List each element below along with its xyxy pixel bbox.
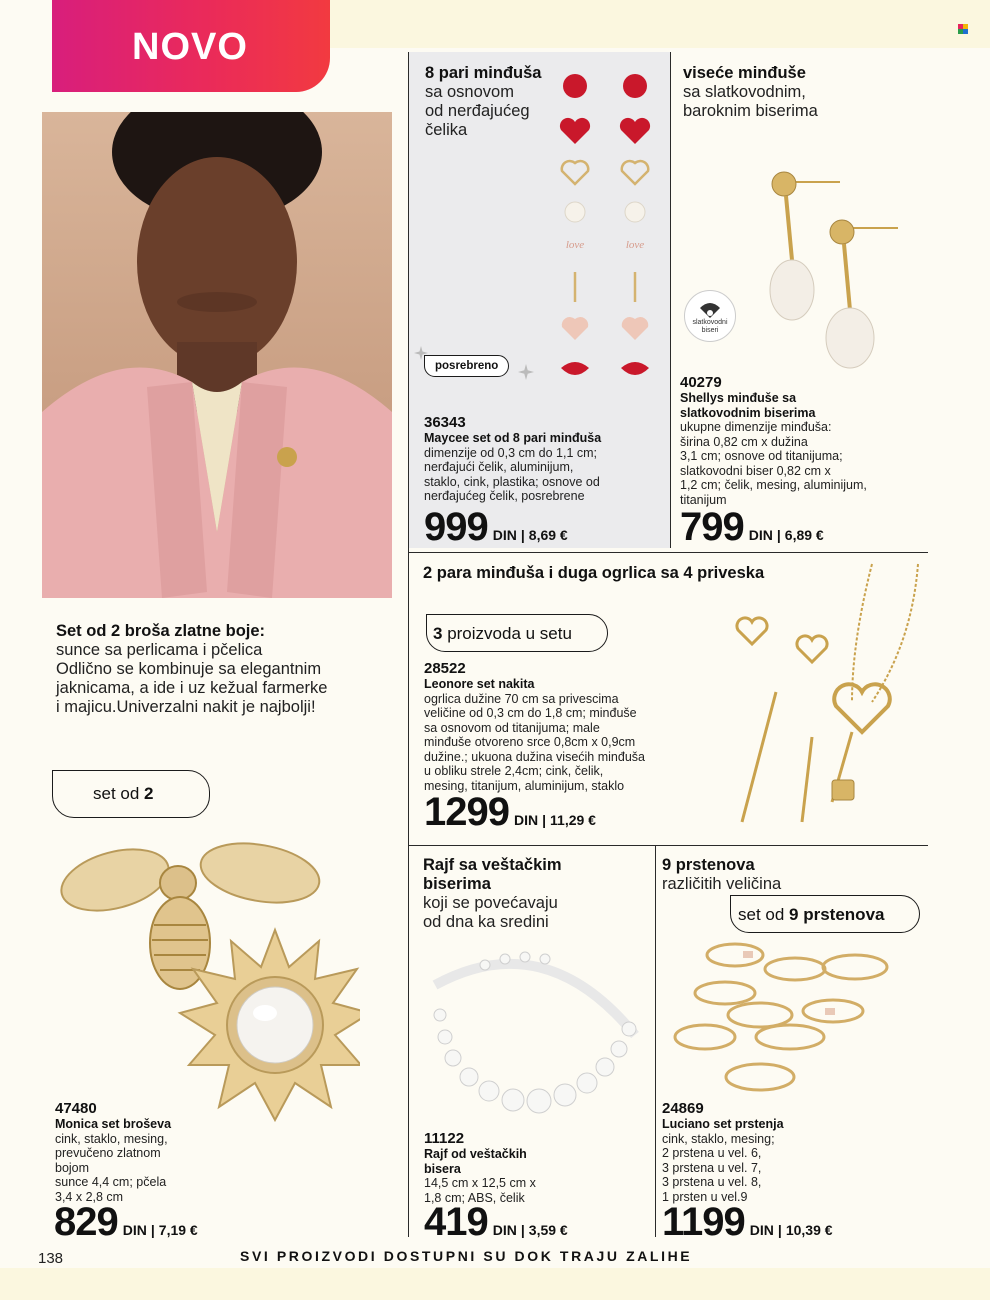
necklace-set-tag <box>426 614 608 652</box>
necklace-details <box>424 660 684 793</box>
novo-badge <box>52 0 330 92</box>
earrings8-title: 8 pari minđuša <box>425 64 542 82</box>
pearl-subtitle: sa slatkovodnim, <box>683 83 806 101</box>
price-currency: DIN <box>492 527 517 543</box>
rings-image <box>665 935 895 1105</box>
sparkle-icon <box>414 346 428 360</box>
rings-code: 24869 <box>662 1100 704 1117</box>
earrings8-subtitle: od nerđajućeg <box>425 102 530 120</box>
pearl-earrings-image <box>750 160 910 370</box>
earrings8-spec: nerđajući čelik, aluminijum, <box>424 460 574 474</box>
brooch-image <box>60 825 360 1125</box>
headband-heading <box>423 856 653 932</box>
rings-heading <box>662 856 922 894</box>
earrings8-name: Maycee set od 8 pari minđuša <box>424 431 602 445</box>
price-value: 419 <box>424 1200 488 1244</box>
rings-details <box>662 1100 902 1204</box>
rings-spec: cink, staklo, mesing; <box>662 1131 775 1146</box>
brooch-set-tag <box>52 770 210 818</box>
earrings8-spec: nerđajućeg čelik, posrebrene <box>424 489 585 503</box>
rings-spec: 3 prstena u vel. 8, <box>662 1175 762 1189</box>
necklace-code: 28522 <box>424 660 466 677</box>
price-separator: | <box>777 1222 782 1238</box>
price-currency: DIN <box>122 1222 147 1238</box>
pearl-spec: 1,2 cm; čelik, mesing, aluminijum, <box>680 478 867 492</box>
headband-details <box>424 1130 644 1205</box>
divider-left <box>408 52 409 1237</box>
earrings8-details <box>424 414 664 504</box>
rings-set-tag <box>730 895 920 933</box>
model-photo <box>42 112 392 598</box>
brooch-spec: prevučeno zlatnom <box>55 1146 161 1160</box>
tag-count: 2 <box>144 784 154 803</box>
earrings8-price <box>424 505 568 550</box>
price-eur: 6,89 € <box>784 527 824 543</box>
price-eur: 11,29 € <box>550 812 596 828</box>
headband-code: 11122 <box>424 1130 465 1147</box>
novo-label: NOVO <box>132 26 248 68</box>
necklace-spec: minđuše otvoreno srce 0,8cm x 0,9cm <box>424 735 636 749</box>
brooch-text <box>56 622 401 717</box>
divider-row1 <box>408 552 928 553</box>
price-currency: DIN <box>492 1222 517 1238</box>
badge-line: slatkovodni <box>692 319 728 326</box>
tag-prefix: set od <box>93 784 145 803</box>
brooch-spec: bojom <box>55 1160 90 1175</box>
headband-image <box>425 945 650 1120</box>
price-eur: 10,39 € <box>785 1222 833 1238</box>
pearl-name: Shellys minđuše sa <box>680 391 797 405</box>
footer-band <box>0 1268 990 1300</box>
tag-count: 3 <box>433 624 443 643</box>
price-value: 829 <box>54 1200 118 1244</box>
headband-spec: 14,5 cm x 12,5 cm x <box>424 1176 536 1190</box>
headband-name: Rajf od veštačkih <box>424 1147 527 1161</box>
rings-title: 9 prstenova <box>662 856 755 874</box>
rings-spec: 2 prstena u vel. 6, <box>662 1146 762 1160</box>
price-value: 999 <box>424 505 488 549</box>
earrings8-subtitle: čelika <box>425 121 468 139</box>
tag-suffix: proizvoda u setu <box>442 624 572 643</box>
necklace-spec: ogrlica dužine 70 cm sa privescima <box>424 691 619 706</box>
pearl-spec: titanijum <box>680 492 727 507</box>
pearl-spec: slatkovodni biser 0,82 cm x <box>680 463 831 478</box>
necklace-spec: u obliku strele 2,4cm; cink, čelik, <box>424 764 604 778</box>
price-value: 1199 <box>662 1200 745 1244</box>
pearl-price <box>680 505 824 550</box>
earrings8-spec: dimenzije od 0,3 cm do 1,1 cm; <box>424 445 597 460</box>
posrebreno-label: posrebreno <box>435 360 499 372</box>
svg-text:love: love <box>565 239 585 251</box>
necklace-spec: mesing, titanijum, aluminijum, staklo <box>424 778 625 793</box>
header-band <box>330 0 990 48</box>
tag-prefix: set od <box>738 905 790 924</box>
pearl-spec: širina 0,82 cm x dužina <box>680 434 808 449</box>
brooch-desc-line: i majicu.Univerzalni nakit je najbolji! <box>56 698 316 716</box>
brooch-price <box>54 1200 198 1245</box>
earrings8-heading <box>425 64 555 140</box>
price-separator: | <box>776 527 781 543</box>
price-currency: DIN <box>513 812 539 828</box>
earrings8-image <box>545 62 665 392</box>
headband-title: biserima <box>423 875 491 893</box>
price-value: 1299 <box>424 790 509 834</box>
divider-row2 <box>408 845 928 846</box>
page-number: 138 <box>38 1250 64 1267</box>
brooch-spec: cink, staklo, mesing, <box>55 1131 168 1146</box>
footer-notice: SVI PROIZVODI DOSTUPNI SU DOK TRAJU ZALIHE <box>240 1248 693 1264</box>
pearl-title: viseće minđuše <box>683 64 806 82</box>
necklace-spec: dužine.; ukuona dužina visećih minđuša <box>424 749 645 764</box>
rings-name: Luciano set prstenja <box>662 1117 784 1131</box>
headband-subtitle: od dna ka sredini <box>423 913 549 931</box>
brooch-name: Monica set broševa <box>55 1117 172 1131</box>
posrebreno-badge <box>424 355 509 377</box>
price-eur: 3,59 € <box>528 1222 568 1238</box>
freshwater-pearl-badge <box>684 290 736 342</box>
headband-spec: 1,8 cm; ABS, čelik <box>424 1190 525 1205</box>
tag-count: 9 prstenova <box>789 905 885 924</box>
price-value: 799 <box>680 505 744 549</box>
pearl-spec: 3,1 cm; osnove od titanijuma; <box>680 449 843 463</box>
necklace-price <box>424 790 596 835</box>
divider-bottom-mid <box>655 845 656 1237</box>
rings-spec: 1 prsten u vel.9 <box>662 1189 748 1204</box>
pearl-subtitle: baroknim biserima <box>683 102 818 120</box>
rings-spec: 3 prstena u vel. 7, <box>662 1160 762 1175</box>
earrings8-subtitle: sa osnovom <box>425 83 514 101</box>
sparkle-icon <box>518 364 534 380</box>
headband-name: bisera <box>424 1161 461 1176</box>
brooch-details <box>55 1100 255 1204</box>
earrings8-spec: staklo, cink, plastika; osnove od <box>424 474 600 489</box>
price-separator: | <box>520 1222 525 1238</box>
price-currency: DIN <box>749 1222 774 1238</box>
price-currency: DIN <box>748 527 773 543</box>
price-separator: | <box>150 1222 155 1238</box>
brand-mark-icon <box>958 24 968 34</box>
pearl-code: 40279 <box>680 374 722 391</box>
brooch-spec: sunce 4,4 cm; pčela <box>55 1175 167 1189</box>
pearl-name: slatkovodnim biserima <box>680 405 816 420</box>
price-eur: 8,69 € <box>528 527 568 543</box>
pearl-spec: ukupne dimenzije minđuša: <box>680 420 832 434</box>
rings-price <box>662 1200 833 1245</box>
headband-price <box>424 1200 568 1245</box>
necklace-set-image <box>722 562 928 838</box>
shell-icon <box>699 301 721 319</box>
necklace-spec: sa osnovom od titanijuma; male <box>424 720 600 735</box>
divider-mid <box>670 52 671 548</box>
rings-subtitle: različitih veličina <box>662 875 782 893</box>
necklace-name: Leonore set nakita <box>424 677 535 691</box>
brooch-desc-line: jaknicama, a ide i uz kežual farmerke <box>56 679 328 697</box>
svg-text:love: love <box>625 239 645 251</box>
badge-line: biseri <box>701 327 719 334</box>
earrings8-code: 36343 <box>424 414 466 431</box>
necklace-spec: veličine od 0,3 cm do 1,8 cm; minđuše <box>424 706 637 720</box>
brooch-code: 47480 <box>55 1100 97 1117</box>
necklace-title: 2 para minđuša i duga ogrlica sa 4 priveska <box>423 564 765 582</box>
pearl-heading <box>683 64 883 121</box>
brooch-title: Set od 2 broša zlatne boje: <box>56 622 266 640</box>
pearl-details <box>680 374 920 507</box>
price-eur: 7,19 € <box>158 1222 198 1238</box>
brooch-desc-line: Odlično se kombinuje sa elegantnim <box>56 660 322 678</box>
price-separator: | <box>542 812 547 828</box>
brooch-subtitle: sunce sa perlicama i pčelica <box>56 641 263 659</box>
headband-title: Rajf sa veštačkim <box>423 856 562 874</box>
price-separator: | <box>520 527 525 543</box>
headband-subtitle: koji se povećavaju <box>423 894 558 912</box>
brooch-spec: 3,4 x 2,8 cm <box>55 1189 124 1204</box>
